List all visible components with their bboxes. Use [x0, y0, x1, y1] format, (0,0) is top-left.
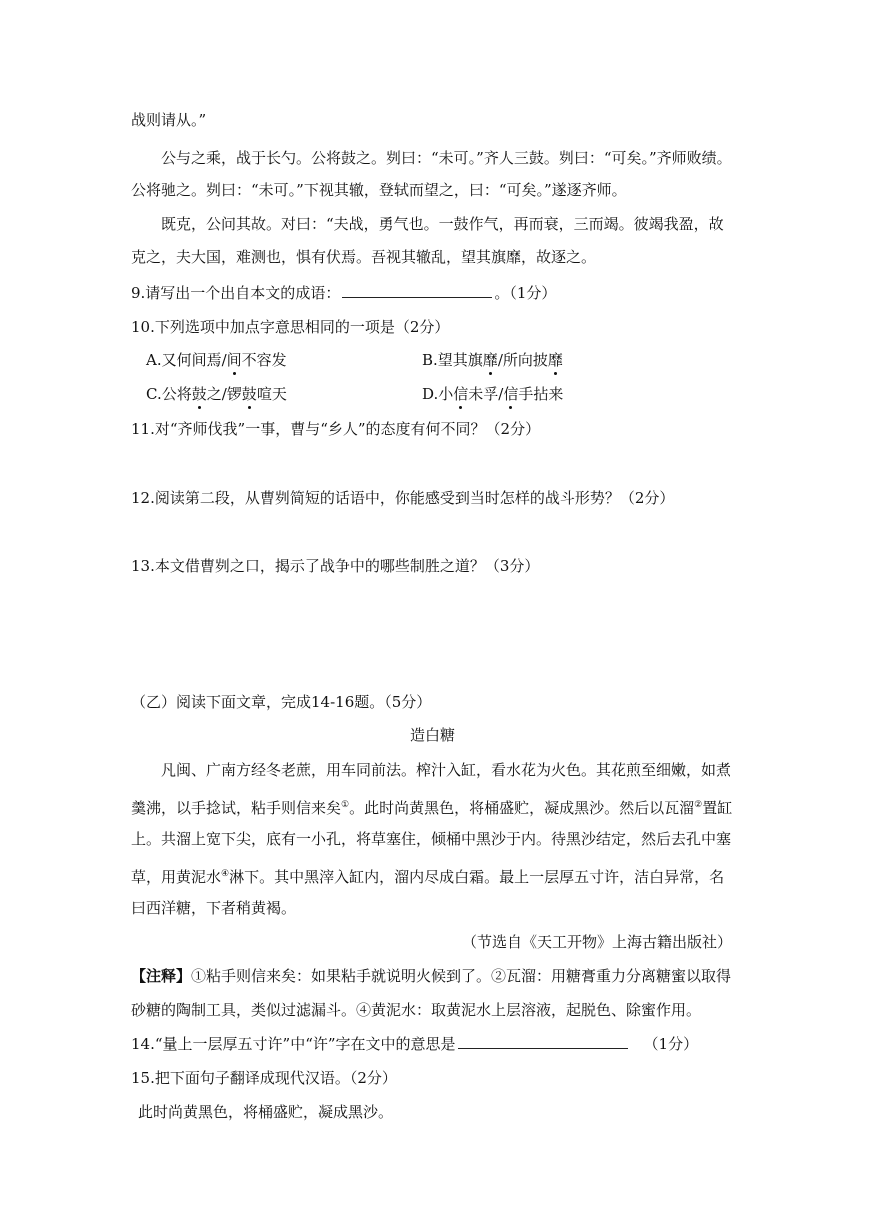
sentence-text: 此时尚黄黑色，将桶盛贮，凝成黑沙。	[138, 1103, 394, 1121]
article-text: 淋下。其中黑滓入缸内，溜内尽成白霜。最上一层厚五寸许，洁白异常，名	[229, 868, 725, 886]
dotted-char: 信	[503, 385, 519, 403]
answer-blank[interactable]	[458, 1034, 628, 1049]
option-text: D.小	[422, 385, 454, 403]
question-14	[131, 1034, 698, 1054]
passage-line	[131, 110, 206, 130]
passage-paragraph-2-line-1	[161, 214, 724, 234]
option-c[interactable]	[146, 384, 287, 404]
translation-sentence	[138, 1102, 393, 1122]
article-line-3	[131, 829, 731, 849]
dotted-char: 鼓	[191, 385, 207, 403]
option-text: 之/锣	[206, 385, 242, 403]
question-11	[131, 419, 540, 439]
article-text: 置缸	[702, 799, 733, 817]
article-line-4	[131, 864, 724, 887]
question-text: 12.阅读第二段，从曹刿简短的话语中，你能感受到当时怎样的战斗形势？（2分）	[131, 489, 675, 507]
option-text: B.望其旗	[422, 351, 483, 369]
question-score: 。（1分）	[494, 284, 557, 302]
article-line-5	[131, 898, 296, 918]
question-10	[131, 317, 449, 337]
article-title-text: 造白糖	[410, 726, 456, 744]
option-d[interactable]	[422, 384, 563, 404]
question-15	[131, 1068, 397, 1088]
notes-text: ①粘手则信来矣：如果粘手就说明火候到了。②瓦溜：用糖膏重力分离糖蜜以取得	[191, 967, 732, 985]
option-b[interactable]	[422, 350, 563, 370]
notes-line-2	[131, 1000, 701, 1020]
article-text: 曰西洋糖，下者稍黄褐。	[131, 899, 297, 917]
article-line-2	[131, 795, 732, 818]
question-score: （1分）	[643, 1035, 699, 1053]
article-text: 草，用黄泥水	[131, 868, 222, 886]
question-12	[131, 488, 674, 508]
option-text: A.又何间焉/	[146, 351, 227, 369]
passage-paragraph-1-line-1	[161, 148, 732, 168]
option-text: 不容发	[241, 351, 287, 369]
source-text: （节选自《天工开物》上海古籍出版社）	[462, 933, 733, 951]
article-text: 凡闽、广南方经冬老蔗，用车同前法。榨汁入缸，看水花为火色。其花煎至细嫩，如煮	[161, 761, 732, 779]
passage-text: 既克，公问其故。对曰：“夫战，勇气也。一鼓作气，再而衰，三而竭。彼竭我盈，故	[161, 215, 724, 233]
question-13	[131, 556, 539, 576]
option-a[interactable]	[146, 350, 287, 370]
dotted-char: 间	[226, 351, 242, 369]
option-text: /所向披	[497, 351, 548, 369]
footnote-marker: ①	[341, 800, 350, 810]
dotted-char: 靡	[547, 351, 563, 369]
section-heading: （乙）阅读下面文章，完成14-16题。（5分）	[131, 693, 432, 711]
article-text: 。此时尚黄黑色，将桶盛贮，凝成黑沙。然后以瓦溜	[349, 799, 695, 817]
footnote-marker: ②	[694, 800, 703, 810]
passage-text: 战则请从。”	[131, 111, 207, 129]
dotted-char: 信	[453, 385, 469, 403]
question-text: 15.把下面句子翻译成现代汉语。（2分）	[131, 1069, 397, 1087]
footnote-marker: ④	[221, 869, 230, 879]
passage-text: 公与之乘，战于长勺。公将鼓之。刿曰：“未可。”齐人三鼓。刿曰：“可矣。”齐师败绩。	[161, 149, 732, 167]
article-text: 羹沸，以手捻试，粘手则信来矣	[131, 799, 342, 817]
option-text: 喧天	[256, 385, 287, 403]
notes-line-1	[131, 966, 731, 986]
question-text: 11.对“齐师伐我”一事，曹与“乡人”的态度有何不同？（2分）	[131, 420, 541, 438]
question-text: 14.“量上一层厚五寸许”中“许”字在文中的意思是	[131, 1035, 456, 1053]
option-text: C.公将	[146, 385, 192, 403]
passage-text: 克之，夫大国，难测也，惧有伏焉。吾视其辙乱，望其旗靡，故逐之。	[131, 248, 597, 266]
passage-text: 公将驰之。刿曰：“未可。”下视其辙，登轼而望之，曰：“可矣。”遂逐齐师。	[131, 181, 627, 199]
question-text: 10.下列选项中加点字意思相同的一项是（2分）	[131, 318, 450, 336]
article-title	[410, 725, 455, 745]
answer-blank[interactable]	[342, 283, 492, 298]
section-b-heading	[131, 692, 431, 712]
option-text: 未孚/	[468, 385, 504, 403]
question-9	[131, 283, 556, 303]
article-line-1	[161, 760, 731, 780]
option-text: 手拈来	[518, 385, 564, 403]
notes-label: 【注释】	[131, 967, 192, 985]
article-text: 上。共溜上宽下尖，底有一小孔，将草塞住，倾桶中黑沙于内。待黑沙结定，然后去孔中塞	[131, 830, 732, 848]
question-text: 9.请写出一个出自本文的成语：	[131, 284, 341, 302]
dotted-char: 靡	[482, 351, 498, 369]
passage-paragraph-1-line-2	[131, 180, 627, 200]
question-text: 13.本文借曹刿之口，揭示了战争中的哪些制胜之道？（3分）	[131, 557, 540, 575]
article-source	[462, 932, 732, 952]
passage-paragraph-2-line-2	[131, 247, 596, 267]
notes-text: 砂糖的陶制工具，类似过滤漏斗。④黄泥水：取黄泥水上层溶液，起脱色、除蜜作用。	[131, 1001, 702, 1019]
dotted-char: 鼓	[241, 385, 257, 403]
